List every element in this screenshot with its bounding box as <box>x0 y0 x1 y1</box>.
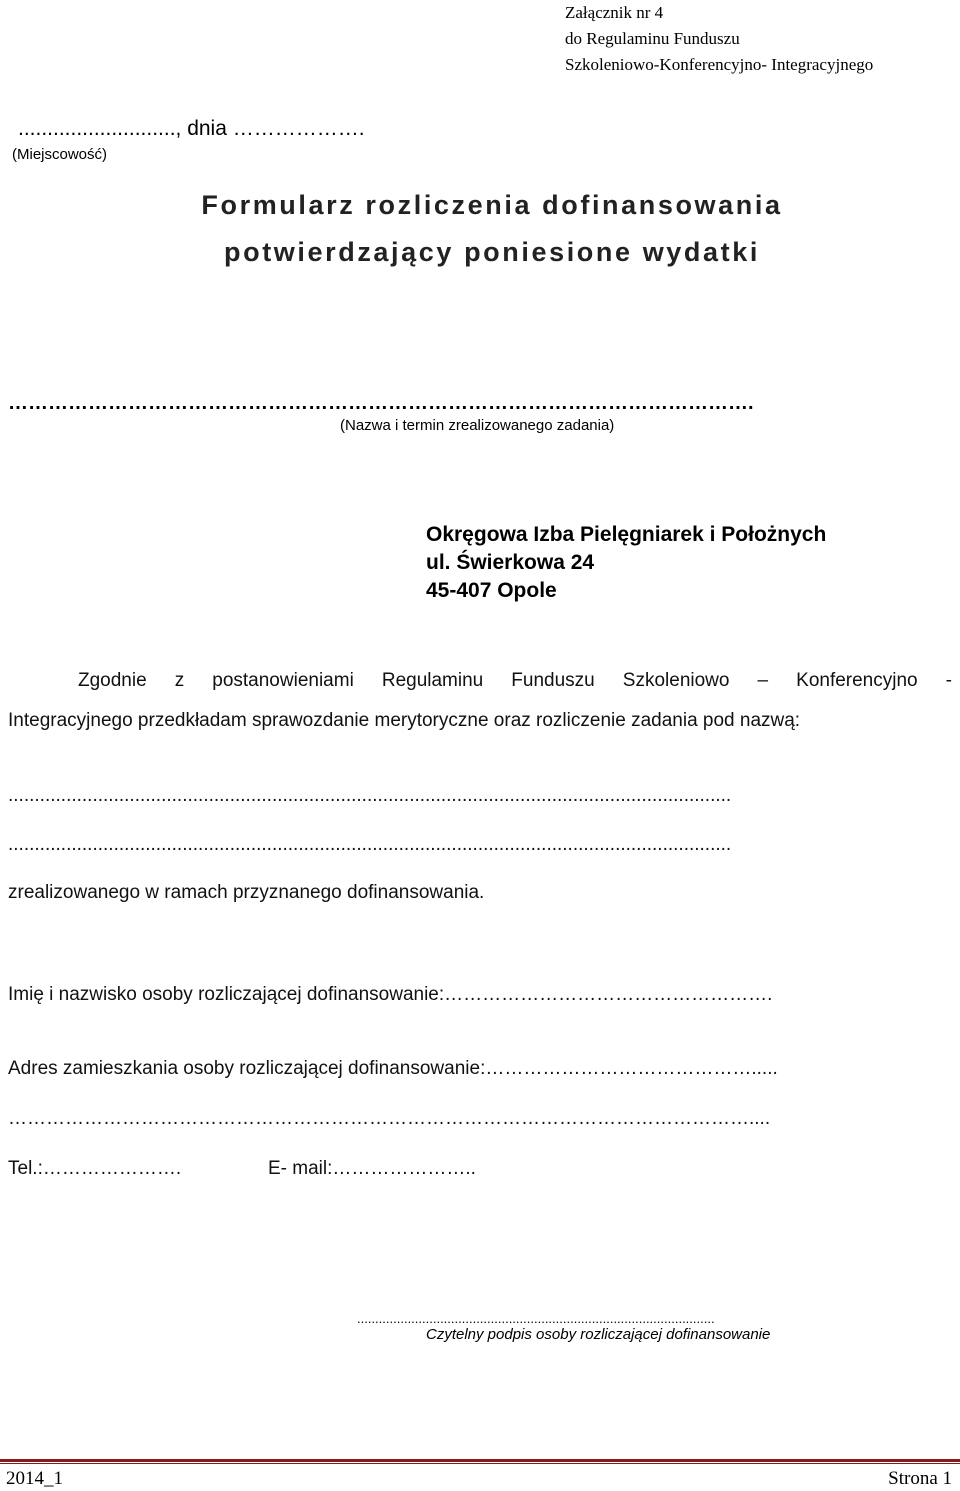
footer-version: 2014_1 <box>6 1468 63 1489</box>
footer-rule <box>0 1459 960 1462</box>
statement-word: Funduszu <box>511 670 595 691</box>
statement-word: Konferencyjno <box>796 670 918 691</box>
address-dots: ……………………………………………………………………………………………………….... <box>8 1108 771 1129</box>
statement-word: – <box>757 670 769 691</box>
statement-word: - <box>945 670 952 691</box>
organization-city: 45-407 Opole <box>426 579 557 602</box>
statement-line-2: Integracyjnego przedkładam sprawozdanie merytoryczne oraz rozliczenie zadania pod nazwą: <box>8 710 801 731</box>
task-name-dots: …………………………………………………………………………………………………. <box>8 392 754 414</box>
form-title-line-2: potwierdzający poniesione wydatki <box>224 237 760 267</box>
signature-dots: ................................................................................................... <box>357 1311 715 1326</box>
statement-word: Zgodnie <box>78 670 147 691</box>
annex-line-3: Szkoleniowo-Konferencyjno- Integracyjnego <box>565 55 874 74</box>
footer-page-number: Strona 1 <box>888 1468 952 1489</box>
email-field: E- mail:………………….. <box>268 1158 476 1179</box>
statement-word: postanowieniami <box>212 670 354 691</box>
organization-street: ul. Świerkowa 24 <box>426 551 595 574</box>
statement-dots-1: ......................................................................................................................................... <box>8 785 732 806</box>
annex-line-2: do Regulaminu Funduszu <box>565 29 740 48</box>
statement-word: Szkoleniowo <box>622 670 730 691</box>
task-caption: (Nazwa i termin zrealizowanego zadania) <box>340 417 615 434</box>
form-title-line-1: Formularz rozliczenia dofinansowania <box>201 190 783 220</box>
tel-field: Tel.:…………………. <box>8 1158 182 1179</box>
signature-caption: Czytelny podpis osoby rozliczającej dofinansowanie <box>426 1326 771 1343</box>
statement-word: z <box>174 670 185 691</box>
statement-line-3: zrealizowanego w ramach przyznanego dofinansowania. <box>8 882 485 903</box>
organization-name: Okręgowa Izba Pielęgniarek i Położnych <box>426 523 827 546</box>
footer-rule-thin <box>0 1463 960 1464</box>
place-date-line: ..........................., dnia ………………. <box>18 117 365 140</box>
statement-dots-2: ......................................................................................................................................... <box>8 834 732 855</box>
statement-word: Regulaminu <box>381 670 484 691</box>
statement-line-1 <box>78 670 952 692</box>
place-caption: (Miejscowość) <box>12 146 108 163</box>
organization-address <box>426 521 826 605</box>
annex-line-1: Załącznik nr 4 <box>565 3 664 22</box>
name-field: Imię i nazwisko osoby rozliczającej dofinansowanie:……………………………………………. <box>8 984 773 1005</box>
address-field: Adres zamieszkania osoby rozliczającej dofinansowanie:……………………………………..... <box>8 1058 778 1079</box>
annex-header <box>565 0 873 78</box>
